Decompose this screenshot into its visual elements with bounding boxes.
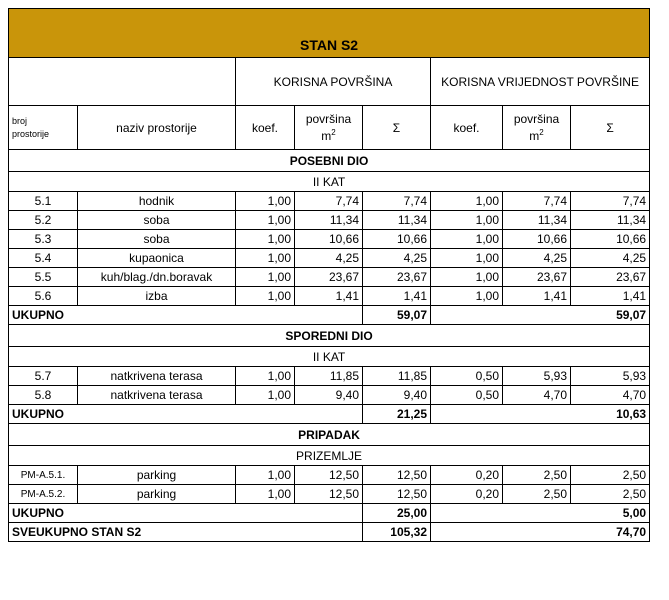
povrsina-korisna: 12,50 <box>295 485 363 504</box>
group-header-korisna: KORISNA POVRŠINA <box>236 58 431 106</box>
section-title: SPOREDNI DIO <box>9 325 650 347</box>
sum-korisna: 12,50 <box>363 485 431 504</box>
sum-korisna: 12,50 <box>363 466 431 485</box>
table-row <box>9 268 650 287</box>
section-total-label: UKUPNO <box>9 504 363 523</box>
sum-vrijednost: 1,41 <box>571 287 650 306</box>
group-header-empty <box>9 58 236 106</box>
section-total-korisna: 21,25 <box>363 405 431 424</box>
table-row <box>9 230 650 249</box>
table-row <box>9 367 650 386</box>
room-name: soba <box>78 230 236 249</box>
povrsina-vrijednost: 7,74 <box>503 192 571 211</box>
koef-vrijednost: 1,00 <box>431 268 503 287</box>
group-header-row <box>9 58 650 106</box>
room-name: kuh/blag./dn.boravak <box>78 268 236 287</box>
povrsina-korisna: 10,66 <box>295 230 363 249</box>
sum-vrijednost: 23,67 <box>571 268 650 287</box>
koef-korisna: 1,00 <box>236 249 295 268</box>
room-name: izba <box>78 287 236 306</box>
povrsina-korisna: 1,41 <box>295 287 363 306</box>
section-total-vrijednost: 10,63 <box>431 405 650 424</box>
sum-vrijednost: 4,70 <box>571 386 650 405</box>
grand-total-label: SVEUKUPNO STAN S2 <box>9 523 363 542</box>
table-row <box>9 249 650 268</box>
section-title-row <box>9 150 650 172</box>
koef-korisna: 1,00 <box>236 386 295 405</box>
koef-korisna: 1,00 <box>236 192 295 211</box>
povrsina-vrijednost: 11,34 <box>503 211 571 230</box>
col-header-povrsina-2-unit <box>506 126 567 143</box>
sum-vrijednost: 4,25 <box>571 249 650 268</box>
room-name: natkrivena terasa <box>78 367 236 386</box>
room-number: 5.4 <box>9 249 78 268</box>
koef-korisna: 1,00 <box>236 268 295 287</box>
grand-total-korisna: 105,32 <box>363 523 431 542</box>
room-name: hodnik <box>78 192 236 211</box>
table-title: STAN S2 <box>9 9 650 58</box>
col-header-koef-1: koef. <box>236 106 295 150</box>
sum-korisna: 23,67 <box>363 268 431 287</box>
povrsina-korisna: 9,40 <box>295 386 363 405</box>
col-header-sum-1: Σ <box>363 106 431 150</box>
table-row <box>9 466 650 485</box>
section-title: PRIPADAK <box>9 424 650 446</box>
col-header-povrsina-1 <box>295 106 363 150</box>
section-title-row <box>9 424 650 446</box>
section-total-korisna: 59,07 <box>363 306 431 325</box>
povrsina-vrijednost: 5,93 <box>503 367 571 386</box>
sum-vrijednost: 11,34 <box>571 211 650 230</box>
room-number: PM-A.5.1. <box>9 466 78 485</box>
koef-vrijednost: 1,00 <box>431 211 503 230</box>
col-header-koef-2: koef. <box>431 106 503 150</box>
sum-korisna: 7,74 <box>363 192 431 211</box>
floor-label: PRIZEMLJE <box>9 446 650 466</box>
section-title-row <box>9 325 650 347</box>
unit-exponent: 2 <box>331 127 336 137</box>
group-header-vrijednost: KORISNA VRIJEDNOST POVRŠINE <box>431 58 650 106</box>
koef-korisna: 1,00 <box>236 485 295 504</box>
koef-korisna: 1,00 <box>236 367 295 386</box>
table-row <box>9 192 650 211</box>
grand-total-vrijednost: 74,70 <box>431 523 650 542</box>
room-name: parking <box>78 485 236 504</box>
room-name: kupaonica <box>78 249 236 268</box>
section-total-row <box>9 405 650 424</box>
povrsina-korisna: 11,34 <box>295 211 363 230</box>
floor-label: II KAT <box>9 347 650 367</box>
koef-korisna: 1,00 <box>236 466 295 485</box>
grand-total-row <box>9 523 650 542</box>
sum-vrijednost: 10,66 <box>571 230 650 249</box>
room-number: 5.2 <box>9 211 78 230</box>
title-row <box>9 9 650 58</box>
area-table-sheet <box>8 8 649 542</box>
koef-korisna: 1,00 <box>236 211 295 230</box>
povrsina-vrijednost: 2,50 <box>503 485 571 504</box>
room-number: 5.6 <box>9 287 78 306</box>
room-name: natkrivena terasa <box>78 386 236 405</box>
floor-row <box>9 347 650 367</box>
koef-korisna: 1,00 <box>236 287 295 306</box>
koef-vrijednost: 0,20 <box>431 485 503 504</box>
col-header-sum-2: Σ <box>571 106 650 150</box>
povrsina-vrijednost: 10,66 <box>503 230 571 249</box>
koef-korisna: 1,00 <box>236 230 295 249</box>
sum-korisna: 4,25 <box>363 249 431 268</box>
section-posebni <box>9 150 650 325</box>
floor-row <box>9 446 650 466</box>
sum-vrijednost: 7,74 <box>571 192 650 211</box>
col-header-povrsina-1-unit <box>298 126 359 143</box>
room-number: PM-A.5.2. <box>9 485 78 504</box>
povrsina-korisna: 11,85 <box>295 367 363 386</box>
room-number: 5.7 <box>9 367 78 386</box>
povrsina-vrijednost: 23,67 <box>503 268 571 287</box>
koef-vrijednost: 1,00 <box>431 249 503 268</box>
povrsina-vrijednost: 1,41 <box>503 287 571 306</box>
sum-vrijednost: 2,50 <box>571 485 650 504</box>
section-title: POSEBNI DIO <box>9 150 650 172</box>
koef-vrijednost: 0,50 <box>431 367 503 386</box>
sum-korisna: 9,40 <box>363 386 431 405</box>
koef-vrijednost: 1,00 <box>431 192 503 211</box>
povrsina-korisna: 4,25 <box>295 249 363 268</box>
unit-text: m <box>321 128 332 143</box>
section-sporedni <box>9 325 650 424</box>
col-header-povrsina-2 <box>503 106 571 150</box>
section-total-row <box>9 306 650 325</box>
koef-vrijednost: 1,00 <box>431 230 503 249</box>
table-row <box>9 211 650 230</box>
section-total-korisna: 25,00 <box>363 504 431 523</box>
sum-korisna: 10,66 <box>363 230 431 249</box>
floor-label: II KAT <box>9 172 650 192</box>
unit-text: m <box>529 128 540 143</box>
povrsina-korisna: 12,50 <box>295 466 363 485</box>
sum-vrijednost: 5,93 <box>571 367 650 386</box>
povrsina-vrijednost: 2,50 <box>503 466 571 485</box>
sum-korisna: 1,41 <box>363 287 431 306</box>
section-total-label: UKUPNO <box>9 306 363 325</box>
room-name: parking <box>78 466 236 485</box>
table-row <box>9 485 650 504</box>
room-number: 5.8 <box>9 386 78 405</box>
section-pripadak <box>9 424 650 523</box>
povrsina-korisna: 7,74 <box>295 192 363 211</box>
col-header-broj <box>9 106 78 150</box>
col-header-broj-line2: prostorije <box>12 128 50 139</box>
col-header-povrsina-1-label: površina <box>305 111 352 126</box>
koef-vrijednost: 0,20 <box>431 466 503 485</box>
floor-row <box>9 172 650 192</box>
povrsina-vrijednost: 4,25 <box>503 249 571 268</box>
room-number: 5.1 <box>9 192 78 211</box>
column-header-row <box>9 106 650 150</box>
sum-korisna: 11,34 <box>363 211 431 230</box>
col-header-povrsina-2-label: površina <box>513 111 560 126</box>
koef-vrijednost: 1,00 <box>431 287 503 306</box>
unit-exponent: 2 <box>539 127 544 137</box>
room-name: soba <box>78 211 236 230</box>
sum-vrijednost: 2,50 <box>571 466 650 485</box>
room-number: 5.3 <box>9 230 78 249</box>
povrsina-korisna: 23,67 <box>295 268 363 287</box>
sum-korisna: 11,85 <box>363 367 431 386</box>
room-number: 5.5 <box>9 268 78 287</box>
table-row <box>9 287 650 306</box>
section-total-label: UKUPNO <box>9 405 363 424</box>
col-header-broj-line1: broj <box>12 115 28 126</box>
koef-vrijednost: 0,50 <box>431 386 503 405</box>
section-total-row <box>9 504 650 523</box>
povrsina-vrijednost: 4,70 <box>503 386 571 405</box>
section-total-vrijednost: 5,00 <box>431 504 650 523</box>
col-header-naziv: naziv prostorije <box>78 106 236 150</box>
section-total-vrijednost: 59,07 <box>431 306 650 325</box>
table-row <box>9 386 650 405</box>
area-table <box>8 8 650 542</box>
